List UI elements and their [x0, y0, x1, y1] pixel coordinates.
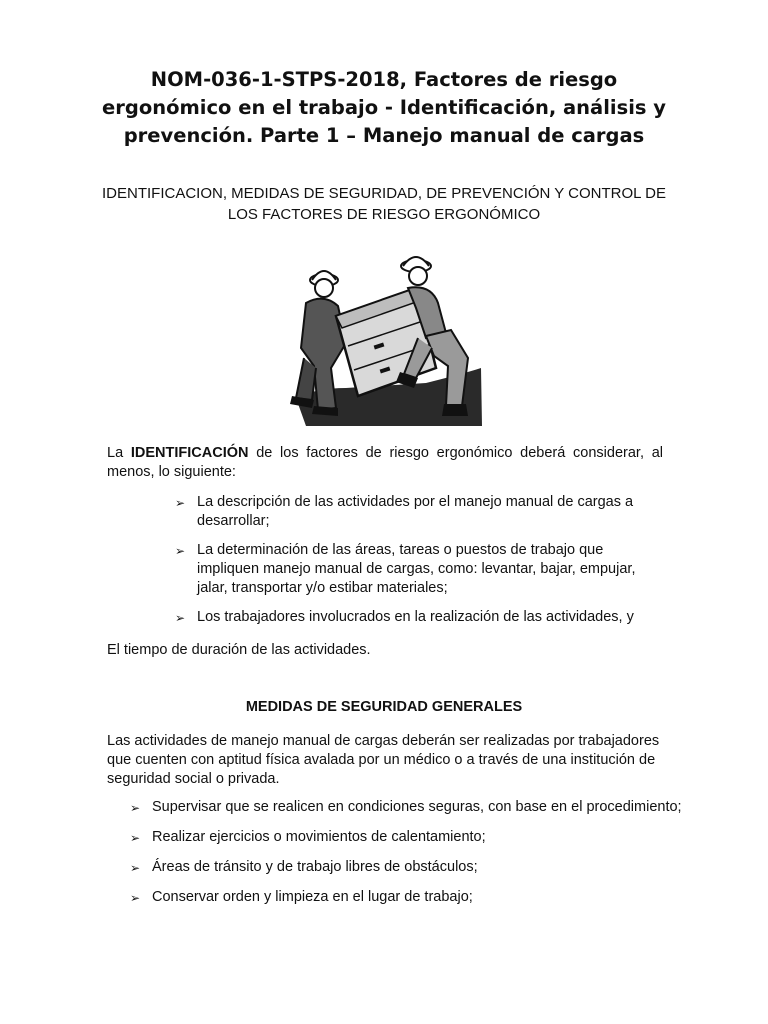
list-item-line: Los trabajadores involucrados en la realización de las actividades, y [197, 609, 634, 625]
list-item [175, 608, 655, 627]
list-item-line: La determinación de las áreas, tareas o puestos de trabajo que [197, 542, 604, 558]
list-item-text: Supervisar que se realicen en condiciones seguras, con base en el procedimiento; [152, 799, 682, 815]
arrow-bullet-icon: ➢ [130, 861, 141, 875]
arrow-bullet-icon: ➢ [130, 801, 141, 815]
list-item-line: desarrollar; [197, 513, 270, 529]
arrow-bullet-icon: ➢ [175, 496, 186, 510]
identification-list [175, 493, 655, 637]
arrow-bullet-icon: ➢ [130, 831, 141, 845]
intro-text-start: La [107, 445, 131, 461]
list-item [130, 858, 690, 877]
safety-measures-list [130, 798, 690, 918]
list-item [130, 798, 690, 817]
arrow-bullet-icon: ➢ [175, 544, 186, 558]
list-item-line: impliquen manejo manual de cargas, como: levantar, bajar, empujar, [197, 561, 636, 577]
intro-text-end: de los factores de riesgo ergonómico deberá considerar, al menos, lo siguiente: [107, 445, 663, 480]
list-item-line: jalar, transportar y/o estibar materiales; [197, 580, 448, 596]
paragraph-line: que cuenten con aptitud física avalada por un médico o a través de una institución de [107, 752, 656, 768]
identification-intro [107, 444, 663, 482]
duration-text: El tiempo de duración de las actividades. [107, 642, 371, 658]
list-item-text: Conservar orden y limpieza en el lugar de trabajo; [152, 889, 473, 905]
list-item-text: Áreas de tránsito y de trabajo libres de obstáculos; [152, 859, 478, 875]
workers-lifting-illustration [276, 248, 492, 426]
paragraph-line: seguridad social o privada. [107, 771, 280, 787]
title-line: ergonómico en el trabajo - Identificación, análisis y [102, 96, 666, 119]
list-item [130, 828, 690, 847]
section-heading: MEDIDAS DE SEGURIDAD GENERALES [245, 699, 523, 715]
arrow-bullet-icon: ➢ [175, 611, 186, 625]
intro-keyword: IDENTIFICACIÓN [130, 445, 249, 461]
document-subtitle [90, 183, 678, 225]
list-item [130, 888, 690, 907]
document-title [90, 66, 678, 150]
general-measures-paragraph [107, 732, 663, 789]
title-line: prevención. Parte 1 – Manejo manual de cargas [123, 124, 645, 147]
arrow-bullet-icon: ➢ [130, 891, 141, 905]
list-item [175, 541, 655, 598]
title-line: NOM-036-1-STPS-2018, Factores de riesgo [150, 68, 618, 91]
subtitle-line: LOS FACTORES DE RIESGO ERGONÓMICO [227, 206, 541, 223]
list-item-line: La descripción de las actividades por el manejo manual de cargas a [197, 494, 634, 510]
list-item-text: Realizar ejercicios o movimientos de calentamiento; [152, 829, 486, 845]
list-item [175, 493, 655, 531]
subtitle-line: IDENTIFICACION, MEDIDAS DE SEGURIDAD, DE PREVENCIÓN Y CONTROL DE [102, 185, 666, 202]
paragraph-line: Las actividades de manejo manual de cargas deberán ser realizadas por trabajadores [107, 733, 660, 749]
